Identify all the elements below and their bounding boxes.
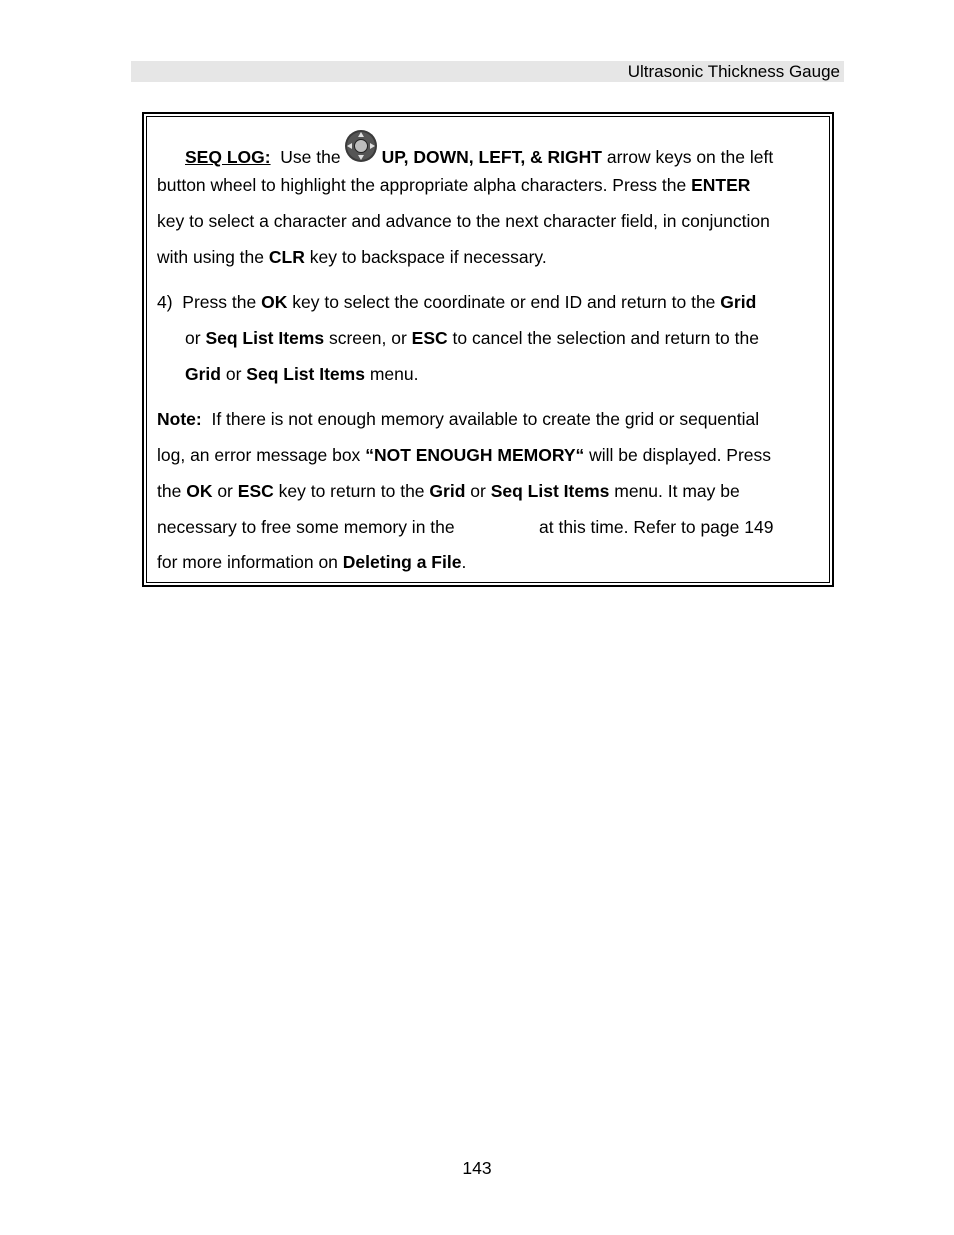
header-title: Ultrasonic Thickness Gauge: [627, 62, 840, 81]
page-number: 143: [462, 1158, 492, 1178]
arrow-keypad-icon: [344, 129, 378, 163]
note-line-1: Note: If there is not enough memory available to create the grid or sequential: [157, 409, 760, 429]
step-4-line-3: Grid or Seq List Items menu.: [185, 364, 419, 384]
note-line-4b: at this time. Refer to page 149: [539, 517, 774, 537]
page-header: [131, 61, 844, 82]
note-label: Note:: [157, 409, 202, 429]
step-4-line-2: or Seq List Items screen, or ESC to cancel the selection and return to the: [185, 328, 759, 348]
note-line-5: for more information on Deleting a File.: [157, 552, 467, 572]
note-line-4a: necessary to free some memory in the: [157, 517, 455, 537]
note-line-3: the OK or ESC key to return to the Grid or Seq List Items menu. It may be: [157, 481, 740, 501]
seq-log-line-3: key to select a character and advance to the next character field, in conjunction: [157, 211, 770, 231]
seq-log-line-1: SEQ LOG: Use the UP, DOWN, LEFT, & RIGHT arrow keys on the left: [185, 138, 773, 172]
seq-log-line-4: with using the CLR key to backspace if necessary.: [157, 247, 547, 267]
step-4-line-1: 4) Press the OK key to select the coordinate or end ID and return to the Grid: [157, 292, 757, 312]
seq-log-label: SEQ LOG:: [185, 147, 271, 167]
note-line-2: log, an error message box “NOT ENOUGH MEMORY“ will be displayed. Press: [157, 445, 772, 465]
seq-log-line-2: button wheel to highlight the appropriate alpha characters. Press the ENTER: [157, 175, 751, 195]
